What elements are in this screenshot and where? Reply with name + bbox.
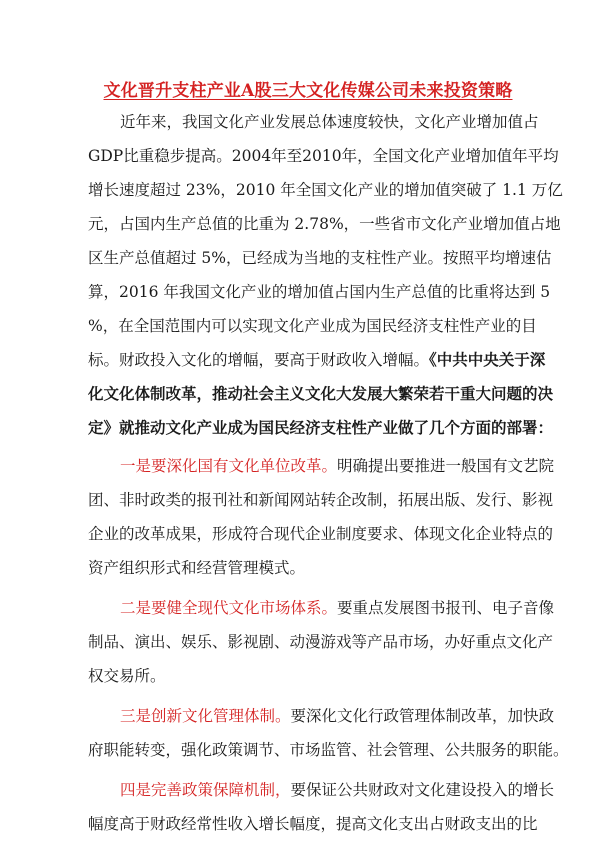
section-1-text: 明确提出要推进一般国有文艺院: [337, 457, 555, 475]
paragraph-line: 区生产总值超过 5%，已经成为当地的支柱性产业。按照平均增速估: [88, 249, 552, 267]
paragraph-text: 标。财政投入文化的增幅，要高于财政收入增幅。: [88, 351, 430, 369]
paragraph-line: 增长速度超过 23%，2010 年全国文化产业的增加值突破了 1.1 万亿: [88, 181, 563, 199]
section-2-heading: 二是要健全现代文化市场体系。: [120, 599, 338, 617]
paragraph-line: 资产组织形式和经营管理模式。: [88, 559, 306, 577]
bold-paragraph-line: 化文化体制改革，推动社会主义文化大发展大繁荣若干重大问题的决: [88, 384, 554, 403]
paragraph-line: 团、非时政类的报刊社和新闻网站转企改制，拓展出版、发行、影视: [88, 491, 554, 509]
paragraph-line: 近年来，我国文化产业发展总体速度较快，文化产业增加值占: [120, 113, 539, 131]
section-1-heading: 一是要深化国有文化单位改革。: [120, 457, 338, 475]
section-2-text: 要重点发展图书报刊、电子音像: [337, 599, 555, 617]
paragraph-line: 元，占国内生产总值的比重为 2.78%，一些省市文化产业增加值占地: [88, 215, 561, 233]
paragraph-line: 权交易所。: [88, 667, 166, 685]
paragraph-line: 府职能转变，强化政策调节、市场监管、社会管理、公共服务的职能。: [88, 741, 569, 759]
paragraph-line-mixed: [88, 350, 546, 370]
section-1-first-line: [120, 456, 555, 476]
paragraph-line: GDP比重稳步提高。2004年至2010年，全国文化产业增加值年平均: [88, 147, 559, 165]
paragraph-line: 企业的改革成果，形成符合现代企业制度要求、体现文化企业特点的: [88, 525, 554, 543]
section-3-heading: 三是创新文化管理体制。: [120, 707, 291, 725]
section-4-first-line: [120, 780, 555, 800]
section-3-first-line: [120, 706, 555, 726]
document-title: 文化晋升支柱产业A股三大文化传媒公司未来投资策略: [103, 81, 513, 101]
paragraph-line: %，在全国范围内可以实现文化产业成为国民经济支柱性产业的目: [88, 317, 537, 335]
section-4-heading: 四是完善政策保障机制，: [120, 781, 291, 799]
bold-text: 《中共中央关于深: [429, 350, 546, 369]
paragraph-line: 算，2016 年我国文化产业的增加值占国内生产总值的比重将达到 5: [88, 283, 551, 301]
section-4-text: 要保证公共财政对文化建设投入的增长: [290, 781, 555, 799]
paragraph-line: 幅度高于财政经常性收入增长幅度，提高文化支出占财政支出的比: [88, 815, 538, 833]
paragraph-line: 制品、演出、娱乐、影视剧、动漫游戏等产品市场，办好重点文化产: [88, 633, 554, 651]
section-3-text: 要深化文化行政管理体制改革，加快政: [290, 707, 555, 725]
bold-paragraph-line: 定》就推动文化产业成为国民经济支柱性产业做了几个方面的部署：: [88, 418, 554, 437]
section-2-first-line: [120, 598, 555, 618]
